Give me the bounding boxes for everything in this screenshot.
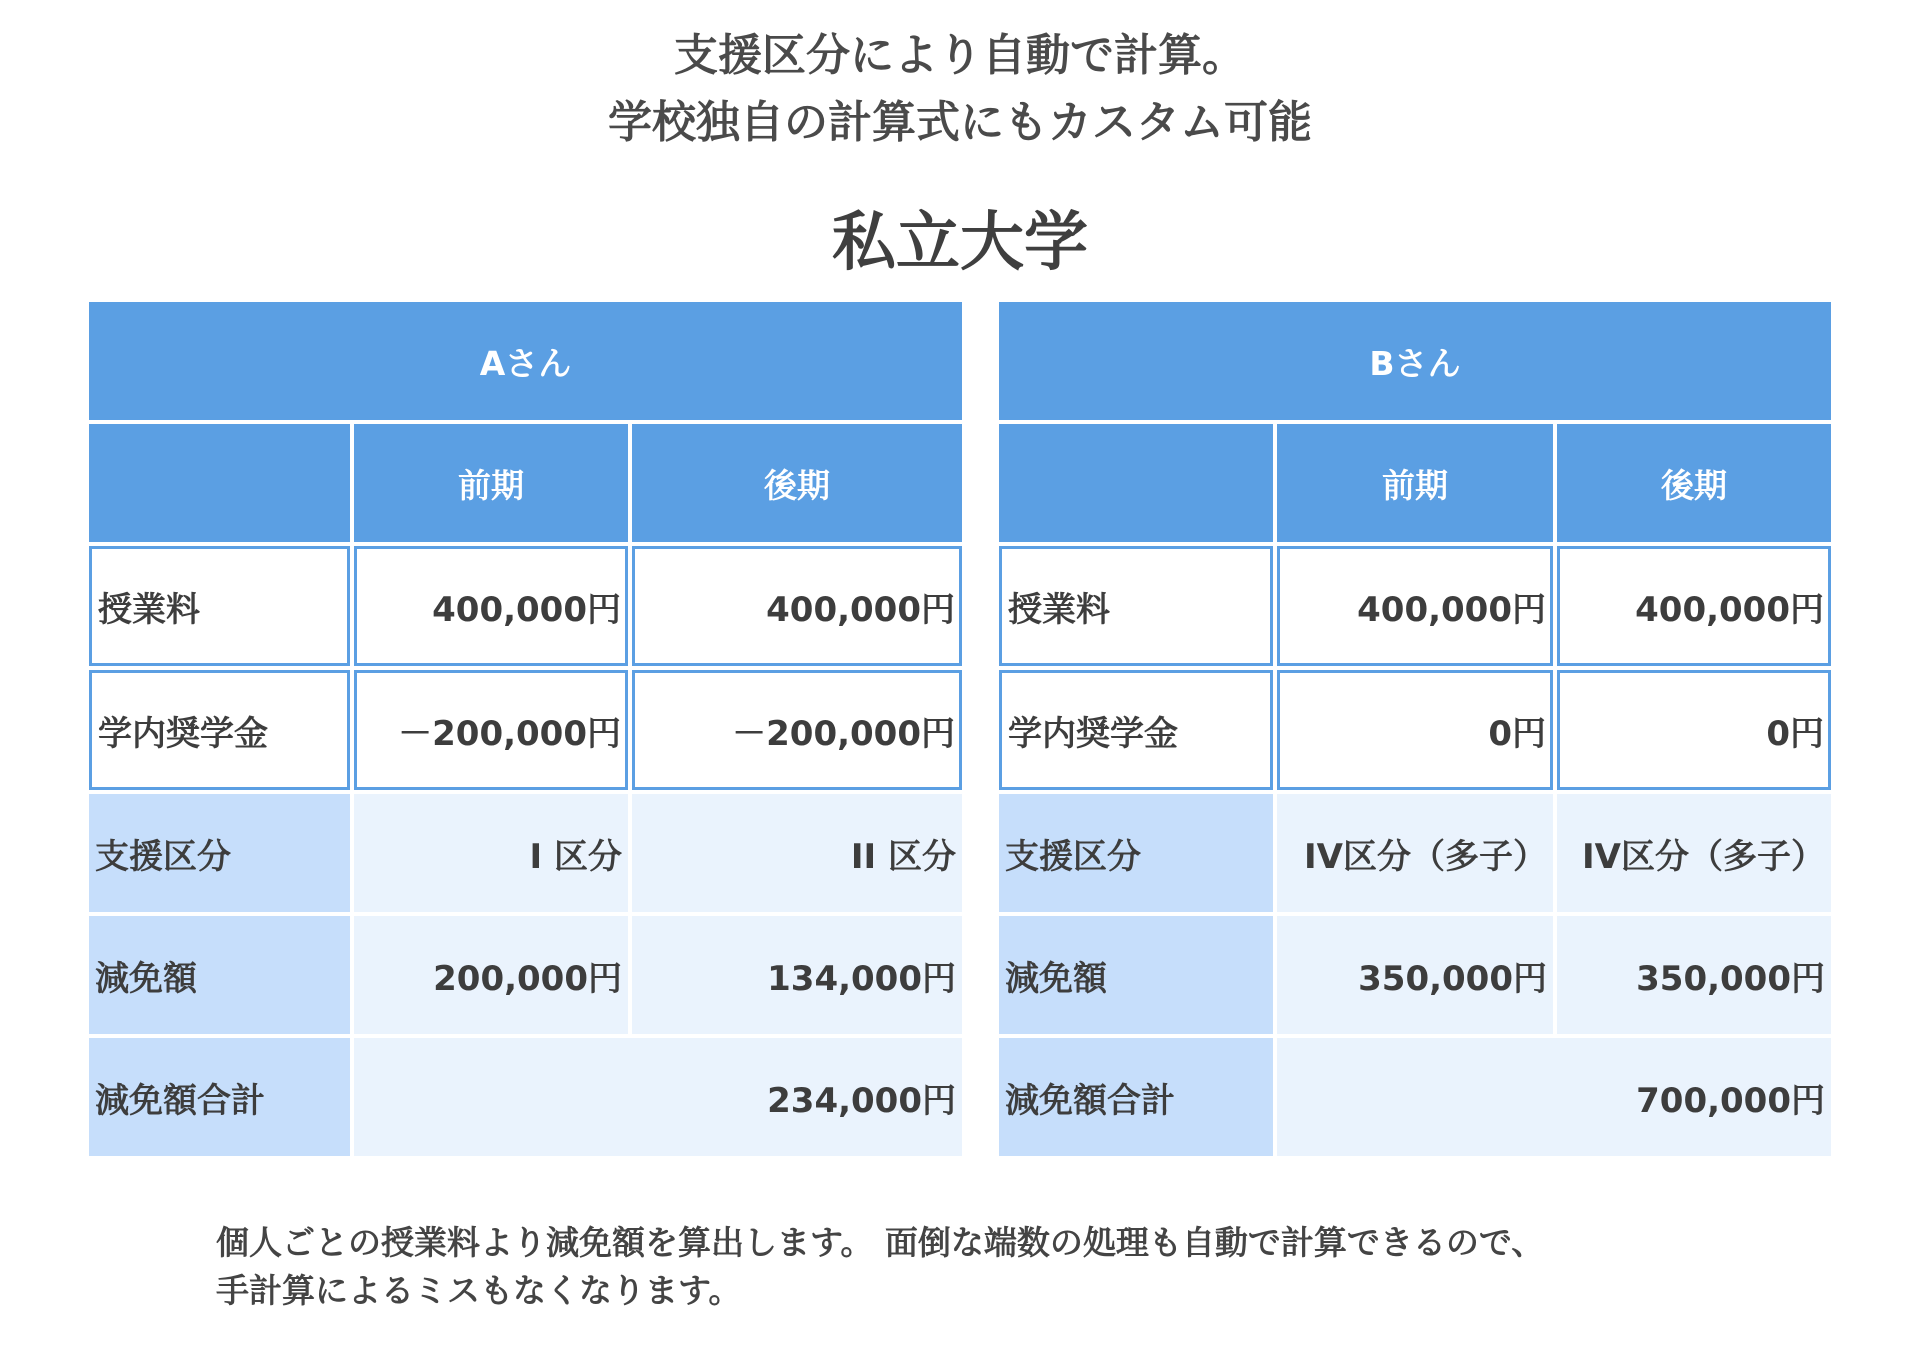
table-b-label-reduction-total: 減免額合計: [999, 1038, 1273, 1156]
footer-line-2: 手計算によるミスもなくなります。: [216, 1271, 742, 1310]
table-b-person-header: Bさん: [999, 302, 1831, 420]
table-a-support-category-second-term: II 区分: [632, 794, 962, 912]
table-a-scholarship-second-term: －200,000円: [632, 670, 962, 790]
table-b-scholarship-first-term: 0円: [1277, 670, 1553, 790]
table-a-label-reduction-total: 減免額合計: [89, 1038, 350, 1156]
table-b-corner-cell: [999, 424, 1273, 542]
footer-line-1: 個人ごとの授業料より減免額を算出します。 面倒な端数の処理も自動で計算できるので、: [216, 1223, 1545, 1262]
table-b-scholarship-second-term: 0円: [1557, 670, 1831, 790]
table-b-tuition-second-term: 400,000円: [1557, 546, 1831, 666]
table-b-support-category-first-term: IV区分（多子）: [1277, 794, 1553, 912]
table-b-label-scholarship: 学内奨学金: [999, 670, 1273, 790]
table-a-support-category-first-term: I 区分: [354, 794, 628, 912]
table-b-col-header-second-term: 後期: [1557, 424, 1831, 542]
table-b-label-reduction: 減免額: [999, 916, 1273, 1034]
table-b-tuition-first-term: 400,000円: [1277, 546, 1553, 666]
table-b-reduction-second-term: 350,000円: [1557, 916, 1831, 1034]
table-a-reduction-total: 234,000円: [354, 1038, 962, 1156]
table-a-col-header-first-term: 前期: [354, 424, 628, 542]
table-a-reduction-first-term: 200,000円: [354, 916, 628, 1034]
table-a-tuition-first-term: 400,000円: [354, 546, 628, 666]
table-a-label-tuition: 授業料: [89, 546, 350, 666]
table-a: [89, 302, 962, 1156]
heading-line-2: 学校独自の計算式にもカスタム可能: [608, 97, 1312, 148]
table-b-reduction-first-term: 350,000円: [1277, 916, 1553, 1034]
section-title: 私立大学: [832, 206, 1088, 280]
table-b-support-category-second-term: IV区分（多子）: [1557, 794, 1831, 912]
table-b-reduction-total: 700,000円: [1277, 1038, 1831, 1156]
table-b-label-support-category: 支援区分: [999, 794, 1273, 912]
table-a-tuition-second-term: 400,000円: [632, 546, 962, 666]
table-a-corner-cell: [89, 424, 350, 542]
table-b: [999, 302, 1831, 1156]
table-a-scholarship-first-term: －200,000円: [354, 670, 628, 790]
page-heading: [0, 22, 1920, 156]
table-a-reduction-second-term: 134,000円: [632, 916, 962, 1034]
table-a-label-support-category: 支援区分: [89, 794, 350, 912]
table-b-label-tuition: 授業料: [999, 546, 1273, 666]
table-a-label-reduction: 減免額: [89, 916, 350, 1034]
footer-description: [216, 1219, 1544, 1315]
heading-line-1: 支援区分により自動で計算。: [674, 30, 1246, 81]
table-a-label-scholarship: 学内奨学金: [89, 670, 350, 790]
table-a-col-header-second-term: 後期: [632, 424, 962, 542]
table-b-col-header-first-term: 前期: [1277, 424, 1553, 542]
table-a-person-header: Aさん: [89, 302, 962, 420]
